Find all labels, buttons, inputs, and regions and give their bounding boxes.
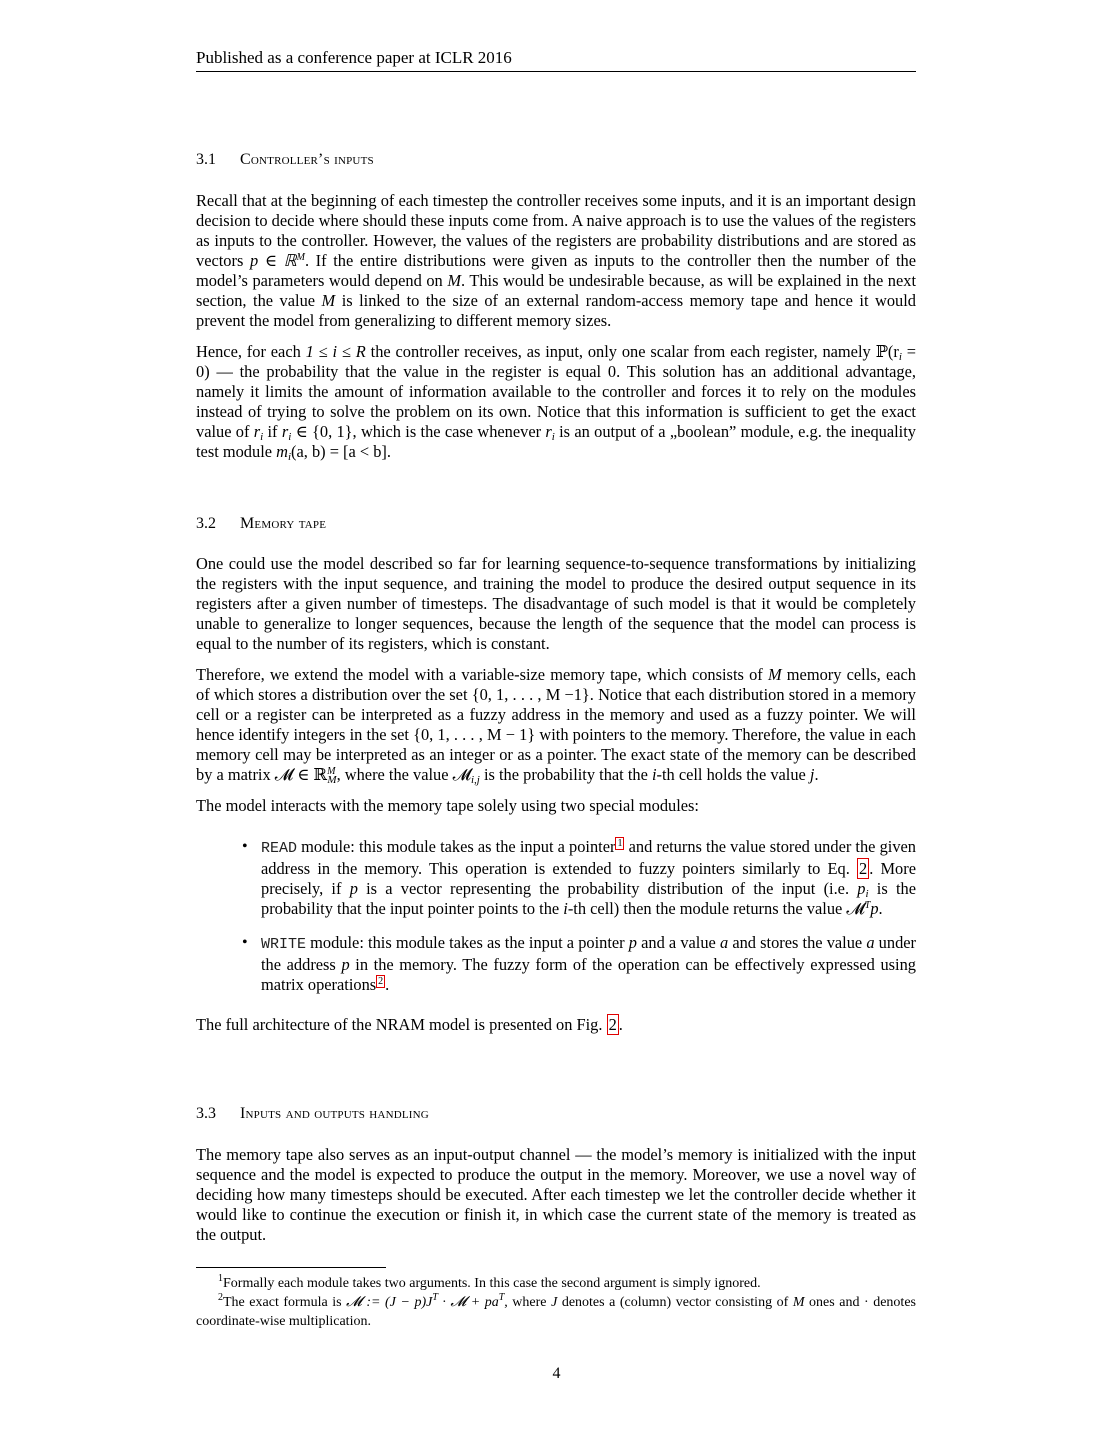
footnote-rule bbox=[196, 1267, 386, 1268]
list-item-read-module: • READ module: this module takes as the input a pointer $^1$ and returns the value stored under the given address in the memory. This operation is extended to fuzzy pointers similarly to Eq. 2 . More precisely, if p is a vector representing the probability distribution of the input (i.e. $p_i$ is the probability that the input pointer points to the i-th cell) then the module returns the value 𝓜$^T$p. bbox=[261, 837, 916, 919]
section-3-1-body bbox=[196, 191, 916, 462]
page-number: 4 bbox=[552, 1365, 561, 1382]
paragraph: The model interacts with the memory tape solely using two special modules: bbox=[196, 796, 699, 815]
write-keyword: WRITE bbox=[261, 936, 307, 953]
list-item-write-module: • WRITE module: this module takes as the input a pointer p and a value a and stores the value a under the address p in the memory. The fuzzy form of the operation can be effectively expressed using matrix operations $^2$ . bbox=[261, 933, 916, 995]
paragraph: The memory tape also serves as an input-output channel — the model’s memory is initialized with the input sequence and the model is expected to produce the output in the memory. Moreover, we use a novel way of deciding how many timesteps should be executed. After each timestep we let the controller decide whether it would like to continue the execution or finish it, in which case the current state of the memory is treated as the output. bbox=[196, 1145, 916, 1244]
read-keyword: READ bbox=[261, 840, 298, 857]
footnote-1: $^1$Formally each module takes two arguments. In this case the second argument is simply ignored. bbox=[218, 1273, 761, 1291]
section-title: Memory tape bbox=[240, 515, 327, 532]
paragraph: One could use the model described so far for learning sequence-to-sequence transformations by initializing the registers with the input sequence, and training the model to produce the desired output sequence in its registers after a given number of timesteps. The disadvantage of such model is that it would be completely unable to generalize to longer sequences, because the length of the sequence that the model can process is equal to the number of its registers, which is constant. bbox=[196, 554, 916, 653]
footnote-1-link[interactable]: 1 bbox=[617, 838, 623, 849]
section-heading-3-3 bbox=[196, 1104, 429, 1124]
section-3-3-body bbox=[196, 1145, 916, 1245]
paragraph: Therefore, we extend the model with a variable-size memory tape, which consists of M memory cells, each of which stores a distribution over the set {0, 1, . . . , M −1}. Notice that each distribution stored in a memory cell or a register can be interpreted as a fuzzy address in the memory and used as a fuzzy pointer. We will hence identify integers in the set {0, 1, . . . , M − 1} with pointers to the memory. Therefore, the value in each memory cell may be interpreted as an integer or as a pointer. The exact state of the memory can be described by a matrix 𝓜 ∈ ℝ$^M_M$, where the value 𝓜$_{i,j}$ is the probability that the i-th cell holds the value j. bbox=[196, 665, 916, 786]
section-number: 3.1 bbox=[196, 151, 216, 168]
section-number: 3.3 bbox=[196, 1105, 216, 1122]
running-header: Published as a conference paper at ICLR 2016 bbox=[196, 47, 916, 72]
section-number: 3.2 bbox=[196, 515, 216, 532]
section-title: Inputs and outputs handling bbox=[240, 1105, 429, 1122]
paragraph: The full architecture of the NRAM model is presented on Fig. 2 . bbox=[196, 1015, 623, 1034]
module-list bbox=[196, 837, 916, 995]
footnote-2: $^2$The exact formula is 𝓜 := $(J - p)J^T$ · 𝓜 + $pa^T$, where J denotes a (column) vector consisting of M ones and · denotes coordinate-wise multiplication. bbox=[196, 1292, 916, 1329]
footnote-2-link[interactable]: 2 bbox=[378, 976, 384, 987]
section-heading-3-1 bbox=[196, 150, 374, 170]
equation-2-link[interactable]: 2 bbox=[859, 859, 868, 878]
paragraph: Hence, for each 1 ≤ i ≤ R the controller receives, as input, only one scalar from each register, namely $ℙ(r_i = 0)$ — the probability that the value in the register is equal 0. This solution has an additional advantage, namely it limits the amount of information available to the controller and forces it to rely on the modules instead of trying to solve the problem on its own. Notice that this information is sufficient to get the exact value of $r_i$ if $r_i$ ∈ {0, 1}, which is the case whenever $r_i$ is an output of a „boolean” module, e.g. the inequality test module $m_i(a$, b) = [a < b]. bbox=[196, 342, 916, 463]
section-heading-3-2 bbox=[196, 514, 326, 534]
paragraph: Recall that at the beginning of each timestep the controller receives some inputs, and it is an important design decision to decide where should these inputs come from. A naive approach is to use the values of the registers as inputs to the controller. However, the values of the registers are probability distributions and are stored as vectors p ∈ ℝ$^M$. If the entire distributions were given as inputs to the controller then the number of the model’s parameters would depend on M. This would be undesirable because, as will be explained in the next section, the value M is linked to the size of an external random-access memory tape and hence it would prevent the model from generalizing to different memory sizes. bbox=[196, 191, 917, 330]
figure-2-link[interactable]: 2 bbox=[608, 1015, 617, 1034]
section-title: Controller’s inputs bbox=[240, 151, 374, 168]
section-3-2-body bbox=[196, 554, 916, 1035]
footnotes bbox=[196, 1274, 916, 1331]
